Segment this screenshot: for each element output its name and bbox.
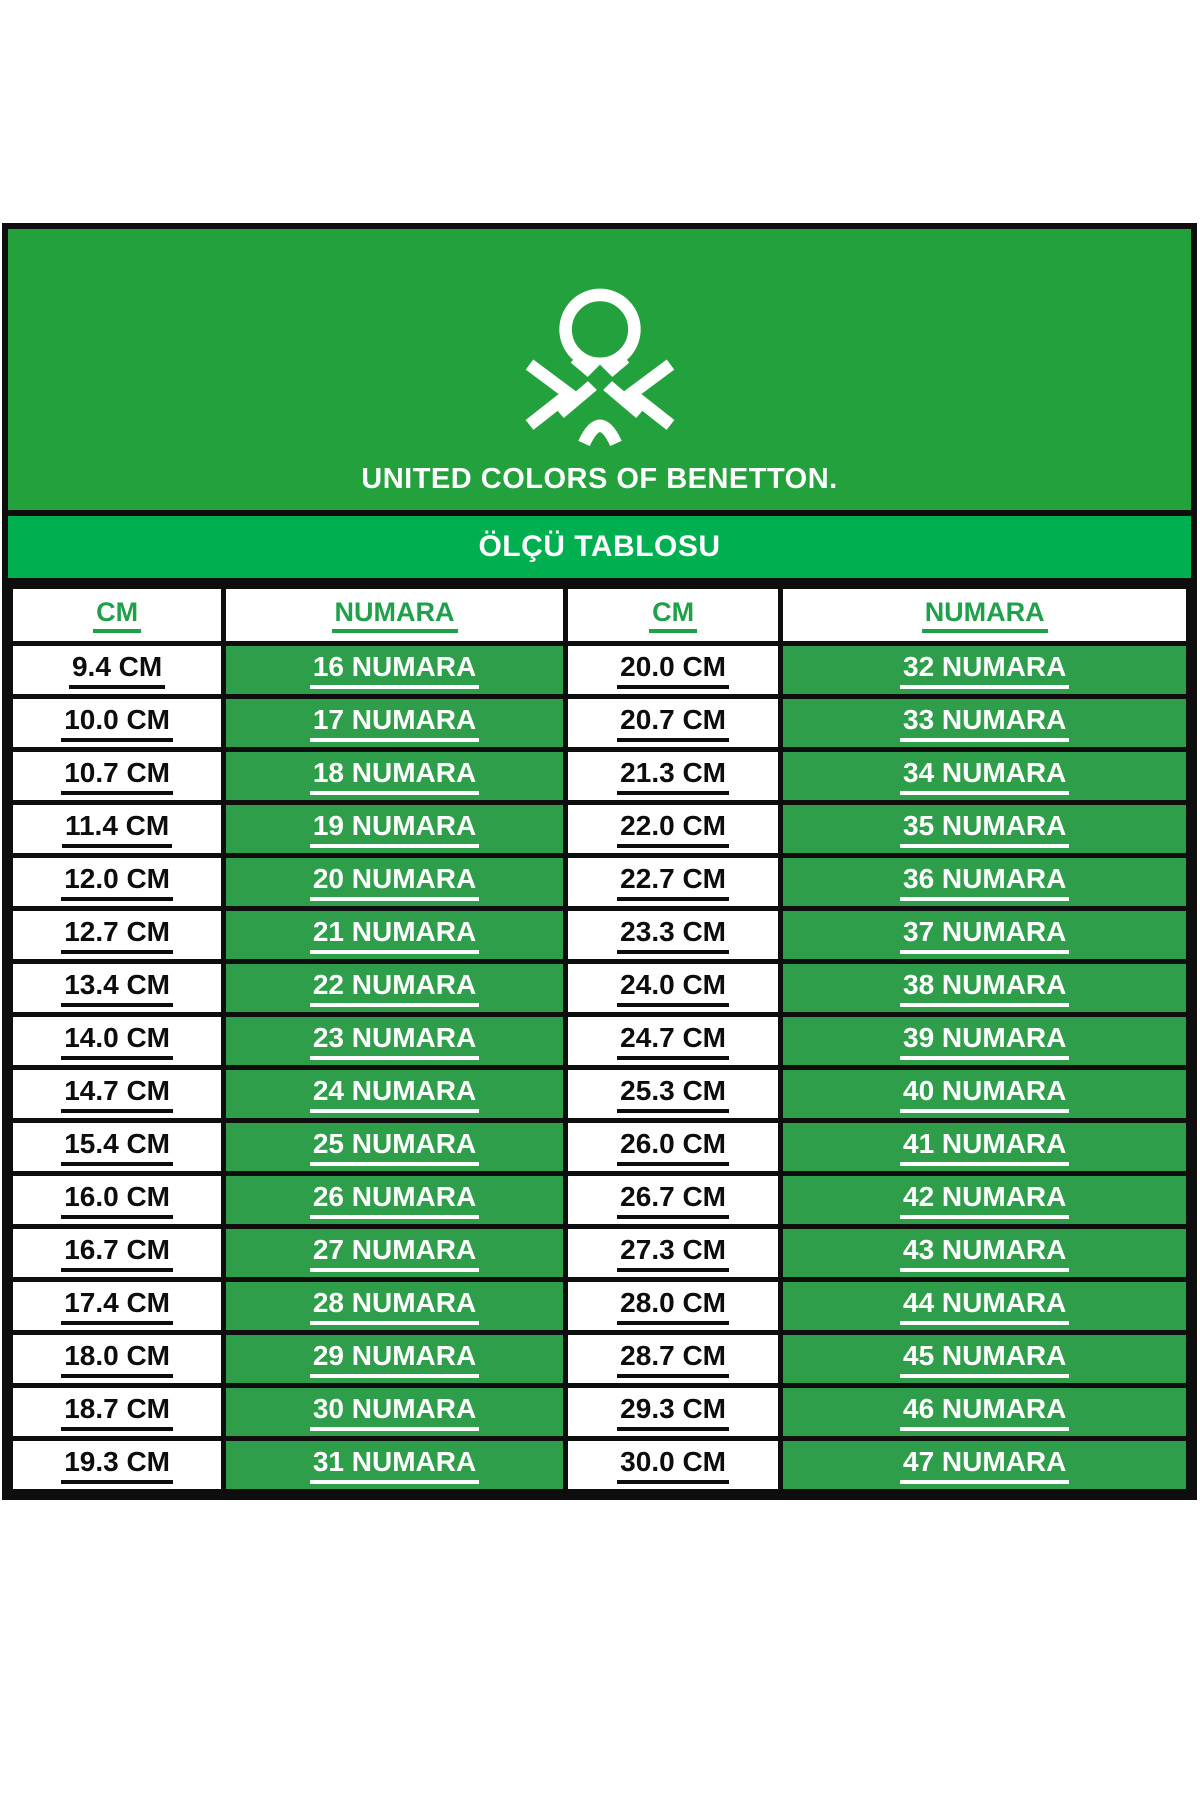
cm-cell <box>565 1174 781 1227</box>
cm-cell <box>11 697 224 750</box>
numara-cell <box>224 1386 566 1439</box>
table-row <box>11 856 1189 909</box>
cm-cell <box>11 1439 224 1492</box>
cell-value: 14.7 CM <box>61 1076 173 1112</box>
numara-cell <box>781 1174 1189 1227</box>
cell-value: 18 NUMARA <box>310 758 479 794</box>
numara-cell <box>781 962 1189 1015</box>
cell-value: 10.7 CM <box>61 758 173 794</box>
cm-cell <box>565 1015 781 1068</box>
cm-cell <box>11 750 224 803</box>
cell-value: 42 NUMARA <box>900 1182 1069 1218</box>
column-header-cm-left: CM <box>11 587 224 644</box>
table-row <box>11 644 1189 697</box>
cell-value: 28 NUMARA <box>310 1288 479 1324</box>
size-table <box>8 584 1191 1494</box>
cm-cell <box>11 1280 224 1333</box>
cell-value: 34 NUMARA <box>900 758 1069 794</box>
cell-value: 29.3 CM <box>617 1394 729 1430</box>
cell-value: 32 NUMARA <box>900 652 1069 688</box>
numara-cell <box>224 962 566 1015</box>
cm-cell <box>565 1439 781 1492</box>
cell-value: 24 NUMARA <box>310 1076 479 1112</box>
cell-value: 27 NUMARA <box>310 1235 479 1271</box>
cell-value: 22 NUMARA <box>310 970 479 1006</box>
cell-value: 27.3 CM <box>617 1235 729 1271</box>
cell-value: 44 NUMARA <box>900 1288 1069 1324</box>
table-row <box>11 1227 1189 1280</box>
numara-cell <box>781 1121 1189 1174</box>
numara-cell <box>224 750 566 803</box>
cm-cell <box>11 803 224 856</box>
benetton-knot-logo <box>516 279 684 451</box>
cell-value: 21.3 CM <box>617 758 729 794</box>
table-row <box>11 962 1189 1015</box>
cm-cell <box>11 1174 224 1227</box>
cell-value: 15.4 CM <box>61 1129 173 1165</box>
cell-value: 30 NUMARA <box>310 1394 479 1430</box>
table-row <box>11 1280 1189 1333</box>
cell-value: 16.7 CM <box>61 1235 173 1271</box>
page-title: ÖLÇÜ TABLOSU <box>478 530 721 563</box>
cell-value: 16.0 CM <box>61 1182 173 1218</box>
cm-cell <box>565 750 781 803</box>
cell-value: 23.3 CM <box>617 917 729 953</box>
numara-cell <box>781 909 1189 962</box>
cell-value: 13.4 CM <box>61 970 173 1006</box>
cell-value: 31 NUMARA <box>310 1447 479 1483</box>
cell-value: 20.7 CM <box>617 705 729 741</box>
numara-cell <box>781 1280 1189 1333</box>
cell-value: 19.3 CM <box>61 1447 173 1483</box>
cell-value: 28.7 CM <box>617 1341 729 1377</box>
numara-cell <box>781 644 1189 697</box>
cell-value: 26 NUMARA <box>310 1182 479 1218</box>
numara-cell <box>224 856 566 909</box>
cell-value: 18.7 CM <box>61 1394 173 1430</box>
cell-value: 10.0 CM <box>61 705 173 741</box>
numara-cell <box>781 1227 1189 1280</box>
cm-cell <box>565 1333 781 1386</box>
cell-value: 19 NUMARA <box>310 811 479 847</box>
cm-cell <box>565 1386 781 1439</box>
cm-cell <box>565 909 781 962</box>
numara-cell <box>781 697 1189 750</box>
cell-value: 14.0 CM <box>61 1023 173 1059</box>
table-row <box>11 909 1189 962</box>
table-row <box>11 1015 1189 1068</box>
cell-value: 43 NUMARA <box>900 1235 1069 1271</box>
chart-block <box>2 223 1197 1500</box>
cm-cell <box>11 1333 224 1386</box>
cm-cell <box>565 803 781 856</box>
table-body <box>11 644 1189 1492</box>
numara-cell <box>224 803 566 856</box>
cm-cell <box>565 697 781 750</box>
cm-cell <box>565 962 781 1015</box>
cell-value: 39 NUMARA <box>900 1023 1069 1059</box>
brand-wordmark: UNITED COLORS OF BENETTON. <box>361 463 838 495</box>
cell-value: 24.0 CM <box>617 970 729 1006</box>
numara-cell <box>224 644 566 697</box>
title-bar <box>8 510 1191 584</box>
cm-cell <box>565 1068 781 1121</box>
table-row <box>11 1386 1189 1439</box>
table-row <box>11 1121 1189 1174</box>
numara-cell <box>224 1015 566 1068</box>
cell-value: 16 NUMARA <box>310 652 479 688</box>
cm-cell <box>565 1121 781 1174</box>
table-row <box>11 1174 1189 1227</box>
cm-cell <box>11 1068 224 1121</box>
cm-cell <box>565 644 781 697</box>
table-row <box>11 1333 1189 1386</box>
cell-value: 37 NUMARA <box>900 917 1069 953</box>
cm-cell <box>11 644 224 697</box>
cell-value: 46 NUMARA <box>900 1394 1069 1430</box>
cell-value: 17.4 CM <box>61 1288 173 1324</box>
cm-cell <box>11 856 224 909</box>
cm-cell <box>11 1227 224 1280</box>
cm-cell <box>565 1227 781 1280</box>
cell-value: 20.0 CM <box>617 652 729 688</box>
cm-cell <box>11 1015 224 1068</box>
brand-header <box>8 229 1191 510</box>
cell-value: 22.7 CM <box>617 864 729 900</box>
table-header-row <box>11 587 1189 644</box>
cell-value: 25.3 CM <box>617 1076 729 1112</box>
cell-value: 35 NUMARA <box>900 811 1069 847</box>
table-row <box>11 1439 1189 1492</box>
cell-value: 30.0 CM <box>617 1447 729 1483</box>
cm-cell <box>11 962 224 1015</box>
table-row <box>11 1068 1189 1121</box>
numara-cell <box>781 803 1189 856</box>
cell-value: 33 NUMARA <box>900 705 1069 741</box>
cell-value: 18.0 CM <box>61 1341 173 1377</box>
cell-value: 29 NUMARA <box>310 1341 479 1377</box>
numara-cell <box>224 1068 566 1121</box>
column-header-numara-right: NUMARA <box>781 587 1189 644</box>
cell-value: 38 NUMARA <box>900 970 1069 1006</box>
cell-value: 28.0 CM <box>617 1288 729 1324</box>
column-header-numara-left: NUMARA <box>224 587 566 644</box>
numara-cell <box>224 697 566 750</box>
cell-value: 17 NUMARA <box>310 705 479 741</box>
cell-value: 25 NUMARA <box>310 1129 479 1165</box>
cell-value: 45 NUMARA <box>900 1341 1069 1377</box>
numara-cell <box>224 1280 566 1333</box>
numara-cell <box>224 1439 566 1492</box>
numara-cell <box>224 1174 566 1227</box>
cm-cell <box>11 1386 224 1439</box>
cell-value: 41 NUMARA <box>900 1129 1069 1165</box>
numara-cell <box>224 1121 566 1174</box>
table-row <box>11 750 1189 803</box>
column-header-cm-right: CM <box>565 587 781 644</box>
cell-value: 12.0 CM <box>61 864 173 900</box>
numara-cell <box>781 750 1189 803</box>
cm-cell <box>565 1280 781 1333</box>
numara-cell <box>781 1015 1189 1068</box>
numara-cell <box>781 1068 1189 1121</box>
cell-value: 11.4 CM <box>62 811 172 847</box>
cell-value: 26.0 CM <box>617 1129 729 1165</box>
numara-cell <box>781 856 1189 909</box>
cell-value: 24.7 CM <box>617 1023 729 1059</box>
numara-cell <box>781 1386 1189 1439</box>
cell-value: 9.4 CM <box>69 652 165 688</box>
numara-cell <box>781 1333 1189 1386</box>
cell-value: 26.7 CM <box>617 1182 729 1218</box>
cell-value: 36 NUMARA <box>900 864 1069 900</box>
cell-value: 21 NUMARA <box>310 917 479 953</box>
cell-value: 40 NUMARA <box>900 1076 1069 1112</box>
table-row <box>11 803 1189 856</box>
table-row <box>11 697 1189 750</box>
cm-cell <box>11 1121 224 1174</box>
cell-value: 23 NUMARA <box>310 1023 479 1059</box>
numara-cell <box>224 1333 566 1386</box>
numara-cell <box>781 1439 1189 1492</box>
numara-cell <box>224 1227 566 1280</box>
numara-cell <box>224 909 566 962</box>
cell-value: 12.7 CM <box>61 917 173 953</box>
cell-value: 20 NUMARA <box>310 864 479 900</box>
cell-value: 22.0 CM <box>617 811 729 847</box>
cm-cell <box>565 856 781 909</box>
cm-cell <box>11 909 224 962</box>
cell-value: 47 NUMARA <box>900 1447 1069 1483</box>
